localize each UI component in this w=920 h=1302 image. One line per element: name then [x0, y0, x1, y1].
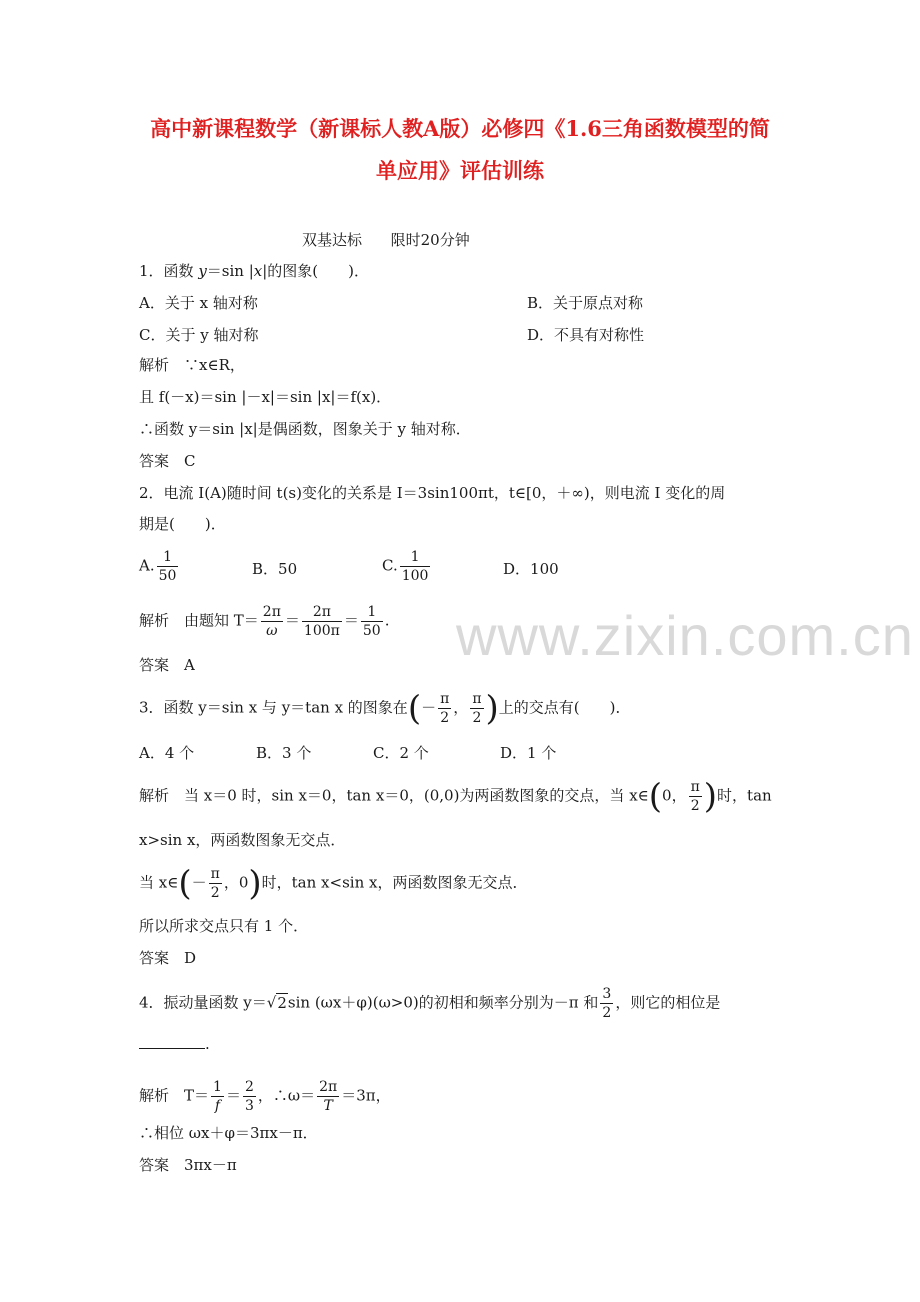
fraction: $\frac{2\pi}{T}$: [319, 1079, 338, 1114]
question-3-option-a: A．4 个: [139, 744, 195, 762]
question-3-solution-1: 解析 当 x＝0 时，sin x＝0，tan x＝0，(0,0)为两函数图象的交点，当 x∈(0， $\frac{\pi}{2}$ )时，tan: [139, 776, 772, 817]
question-4-answer-blank: .: [139, 1034, 210, 1054]
question-2-option-a: A. $\frac{1}{50}$: [139, 549, 177, 584]
question-1-solution-2: 且 f(－x)＝sin |－x|＝sin |x|＝f(x)．: [139, 388, 392, 406]
fraction: $\frac{\pi}{2}$: [472, 691, 482, 726]
fraction: $\frac{3}{2}$: [602, 986, 612, 1021]
fill-in-blank: [139, 1034, 205, 1049]
question-1-answer: 答案 C: [139, 452, 196, 470]
question-3-stem: 3．函数 y＝sin x 与 y＝tan x 的图象在(－ $\frac{\pi}{2}$ ， $\frac{\pi}{2}$ )上的交点有( )．: [139, 688, 631, 729]
fraction: $\frac{2\pi}{100\pi}$: [303, 604, 340, 639]
fraction: $\frac{\pi}{2}$: [690, 779, 700, 814]
fraction: $\frac{2}{3}$: [244, 1079, 254, 1114]
watermark: www.zixin.com.cn: [456, 604, 914, 667]
fraction: $\frac{2\pi}{\omega}$: [262, 604, 281, 639]
fraction: $\frac{1}{f}$: [213, 1079, 222, 1114]
fraction: $\frac{1}{100}$: [401, 549, 429, 584]
question-3-solution-4: 所以所求交点只有 1 个．: [139, 917, 309, 935]
question-4-solution-1: 解析 T＝ $\frac{1}{f}$ ＝ $\frac{2}{3}$ ，∴ω＝ $\frac{2\pi}{T}$ ＝3π，: [139, 1079, 391, 1114]
question-3-option-b: B．3 个: [256, 744, 312, 762]
question-3-option-c: C．2 个: [373, 744, 429, 762]
question-1-option-a: A．关于 x 轴对称: [139, 294, 258, 312]
question-3-answer: 答案 D: [139, 949, 197, 967]
question-4-stem: 4．振动量函数 y＝√2sin (ωx＋φ)(ω>0)的初相和频率分别为－π 和 $\frac{3}{2}$ ，则它的相位是: [139, 986, 721, 1021]
question-1-option-b: B．关于原点对称: [527, 294, 644, 312]
question-2-option-d: D．100: [503, 560, 559, 578]
question-2-stem-2: 期是( )．: [139, 515, 226, 533]
fraction: $\frac{\pi}{2}$: [210, 866, 220, 901]
document-title-line-2: 单应用》评估训练: [376, 158, 544, 183]
question-2-option-c: C. $\frac{1}{100}$: [382, 549, 429, 584]
document-title-line-1: 高中新课程数学（新课标人教A版）必修四《1.6三角函数模型的简: [150, 116, 770, 141]
question-2-stem-1: 2．电流 I(A)随时间 t(s)变化的关系是 I＝3sin100πt，t∈[0，＋∞)，则电流 I 变化的周: [139, 484, 726, 502]
question-4-answer: 答案 3πx－π: [139, 1156, 237, 1174]
question-1-solution-3: ∴函数 y＝sin |x|是偶函数，图象关于 y 轴对称．: [139, 420, 471, 438]
question-3-solution-3: 当 x∈(－ $\frac{\pi}{2}$ ，0)时，tan x<sin x，两函数图象无交点．: [139, 863, 528, 904]
question-3-option-d: D．1 个: [500, 744, 557, 762]
question-1-option-c: C．关于 y 轴对称: [139, 326, 259, 344]
fraction: $\frac{1}{50}$: [362, 604, 381, 639]
question-2-option-b: B．50: [252, 560, 298, 578]
question-2-answer: 答案 A: [139, 656, 195, 674]
fraction: $\frac{1}{50}$: [158, 549, 177, 584]
question-4-solution-2: ∴相位 ωx＋φ＝3πx－π．: [139, 1124, 318, 1142]
question-3-solution-2: x>sin x，两函数图象无交点．: [139, 831, 346, 849]
question-1-stem: 1．函数 y＝sin |x|的图象( )．: [139, 262, 370, 280]
section-header: 双基达标 限时20分钟: [302, 231, 470, 249]
fraction: $\frac{\pi}{2}$: [440, 691, 450, 726]
question-1-solution-1: 解析 ∵x∈R，: [139, 356, 245, 374]
question-2-solution: 解析 由题知 T＝ $\frac{2\pi}{\omega}$ ＝ $\frac{2\pi}{100\pi}$ ＝ $\frac{1}{50}$ .: [139, 604, 390, 639]
question-1-option-d: D．不具有对称性: [527, 326, 645, 344]
